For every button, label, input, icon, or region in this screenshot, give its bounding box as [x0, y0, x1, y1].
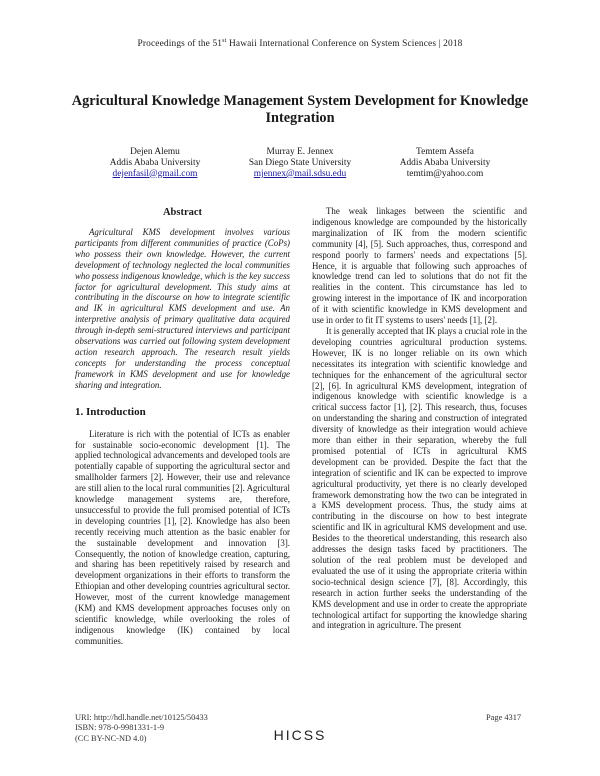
header-prefix: Proceedings of the 51: [137, 39, 223, 50]
header-suffix: Hawaii International Conference on System Sciences | 2018: [226, 39, 463, 50]
abstract-heading: Abstract: [162, 207, 203, 218]
body-paragraph-2: It is generally accepted that IK plays a crucial role in the developing countries agricultural production systems. However, IK is no longer reliable on its own which necessitates its integration with scientific knowledge and techniques for the enhancement of the agricultural sector [2], [6]. In agricultural KMS development, integration of indigenous knowledge with scientific knowledge is a critical success factor [1], [2]. This research, thus, focuses on understanding the sharing and construction of integrated diversity of knowledge as their integration would achieve more than either in their separation, whereby the full promised potential of ICTs in agricultural KMS development can be provided. Despite the fact that the integration of scientific and IK can be expected to improve agricultural productivity, yet there is no clearly developed framework demonstrating how the two can be integrated in a KMS development process. Thus, the study aims at contributing in the discourse on how to best integrate scientific and IK in agricultural KMS development and use. Besides to the theoretical understanding, this research also addresses the design tasks faced by practitioners. The solution of the real problem must be developed and evaluated the use of it using the appropriate criteria within socio-technical design science [7], [8]. Accordingly, this research in action further seeks the understanding of the KMS development and use in order to create the appropriate technological artifact for supporting the knowledge sharing and integration in agriculture. The present: [312, 325, 527, 631]
footer-license: (CC BY-NC-ND 4.0): [75, 733, 147, 743]
hicss-logo: [266, 727, 334, 747]
body-paragraph-1: The weak linkages between the scientific and indigenous knowledge are compounded by the historically marginalization of IK from the modern scientific community [4], [5]. Such approaches, thus, correspond and respond poorly to farmers' needs and expectations [5]. Hence, it is arguable that following such approaches of knowledge trend can led to solutions that do not fit the realities in the content. This circumstance has led to growing interest in the importance of IK and incorporation of it with scientific knowledge in KMS development and use in order to fit IT systems to users' needs [1], [2].: [312, 206, 527, 326]
abstract-text: Agricultural KMS development involves various participants from different communities of practice (CoPs) who possess their own knowledge. However, the current development of technology neglected the local communities who possess indigenous knowledge, which is the key success factor for agricultural development. This study aims at contributing in the discourse on how to integrate scientific and IK in agricultural KMS development and use. An interpretive analysis of primary qualitative data acquired through in-depth semi-structured interviews and participant observations was carried out following system development action research approach. The research result yields concepts for understanding the process conceptual framework in KMS development and use for knowledge sharing and integration.: [75, 227, 290, 390]
author-affiliation: San Diego State University: [248, 157, 352, 168]
author-3: [360, 147, 530, 179]
header-superscript: st: [222, 38, 227, 44]
right-column: [312, 206, 527, 631]
author-email-link[interactable]: mjennex@mail.sdsu.edu: [253, 168, 347, 179]
author-affiliation: Addis Ababa University: [399, 157, 491, 168]
author-name: Temtem Assefa: [416, 147, 474, 157]
author-email-link[interactable]: dejenfasil@gmail.com: [112, 168, 198, 179]
footer-uri: URI: http://hdl.handle.net/10125/50433: [75, 713, 208, 722]
introduction-heading: 1. Introduction: [75, 405, 146, 418]
author-name: Murray E. Jennex: [266, 147, 334, 157]
footer-info: [75, 713, 208, 744]
author-affiliation: Addis Ababa University: [109, 157, 201, 168]
hicss-logo-text: HICSS: [273, 727, 327, 743]
proceedings-header: [0, 38, 600, 49]
introduction-paragraph: Literature is rich with the potential of ICTs as enabler for sustainable socio-economic development [1]. The applied technological advancements and developed tools are potentially capable of supporting the agricultural sector and smallholder farmers [2]. However, their use and relevance are still alien to the local rural communities [2]. Agricultural knowledge management systems are, therefore, unsuccessful to provide the full promised potential of ICTs in developing countries [1], [2]. Knowledge has also been recently receiving much attention as the basic enabler for the sustainable development and innovation [3]. Consequently, the notion of knowledge creation, capturing, and sharing has been repetitively raised by research and development organizations in their efforts to transform the Ethiopian and other developing countries agricultural sector. However, most of the current knowledge management (KM) and KMS development approaches focuses only on scientific knowledge, while overlooking the roles of indigenous knowledge (IK) contained by local communities.: [75, 428, 290, 646]
left-column: [75, 206, 290, 647]
author-name: Dejen Alemu: [130, 147, 180, 157]
author-email: temtim@yahoo.com: [406, 168, 484, 179]
footer-isbn: ISBN: 978-0-9981331-1-9: [75, 723, 165, 733]
paper-title: Agricultural Knowledge Management System Development for Knowledge Integration: [71, 93, 529, 126]
page-number: Page 4317: [486, 713, 522, 722]
